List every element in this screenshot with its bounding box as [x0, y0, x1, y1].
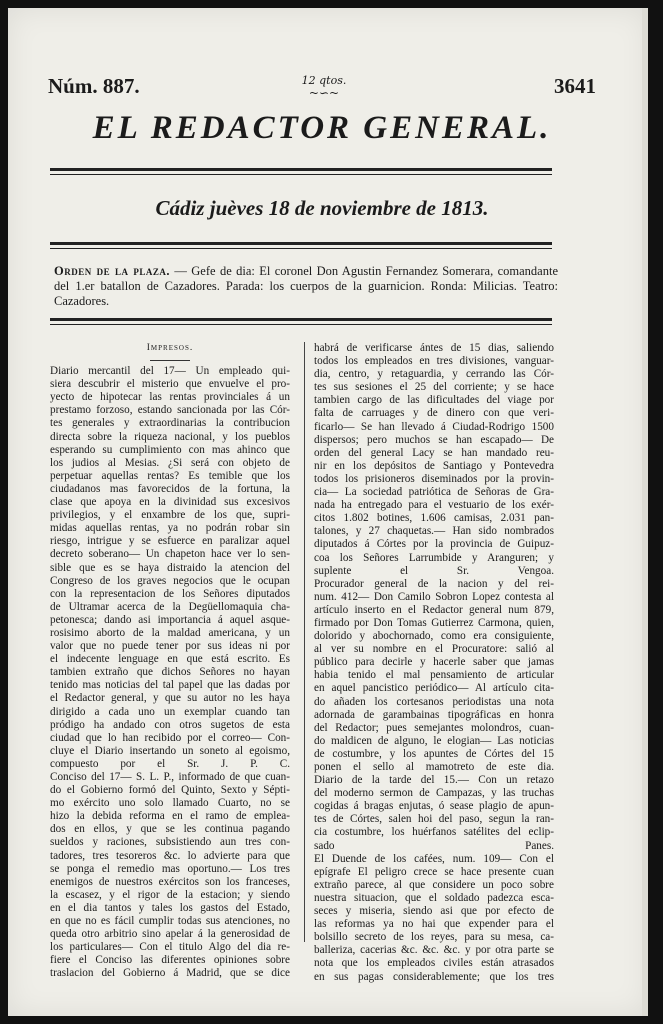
- text-line: cogidas á bragas enjutas, ó sease plagio de apun-: [314, 800, 554, 813]
- text-line: del Redactor; pues semejantes molondros, cuan-: [314, 721, 554, 734]
- text-line: diputados á Córtes por la provincia de Guipuz-: [314, 538, 554, 551]
- text-line: dispersos; pero muchos se han escapado— De: [314, 433, 554, 446]
- text-line: en el dia tantos y tales los gastos del Estado,: [50, 901, 290, 914]
- text-line: esperando su cumplimiento con mas ahinco que: [50, 443, 290, 456]
- text-line: adornada de garambainas tipográficas en honra: [314, 708, 554, 721]
- orden-label: Orden de la plaza.: [54, 264, 170, 278]
- left-column: [50, 342, 290, 981]
- text-line: fiere el Conciso las diferentes opiniones sobre: [50, 954, 290, 967]
- text-line: valor que no puede tener por sus ideas ni por: [50, 640, 290, 653]
- text-line: el indecente lenguage en que está escrito. Es: [50, 653, 290, 666]
- orden-de-la-plaza: [54, 264, 558, 309]
- text-line: epígrafe El peligro crece se hace presente cuan: [314, 865, 554, 878]
- text-line: orden del general Lacy se han mandado reu-: [314, 446, 554, 459]
- text-line: do añaden los cortesanos periodistas una nota: [314, 695, 554, 708]
- text-line: tambien cargo de las dificultades del viage por: [314, 394, 554, 407]
- text-line: yecto de hipotecar las rentas provinciales á un: [50, 391, 290, 404]
- flourish-ornament: ~∽~: [308, 86, 340, 100]
- text-line: enemigos de nuestros exércitos son los franceses,: [50, 875, 290, 888]
- text-line: balleriza, cacerias &c. &c. &c. y por otra parte se: [314, 944, 554, 957]
- text-line: falta de carruages y de dinero con que veri-: [314, 407, 554, 420]
- text-line: queda otro arbitrio sino apelar á la generosidad de: [50, 928, 290, 941]
- text-line: tes generales y extraordinarias la contribucion: [50, 417, 290, 430]
- text-line: ponen el sello al mamotreto de este dia.: [314, 761, 554, 773]
- text-line: citos 1.802 botines, 1.606 camisas, 2.031 pan-: [314, 512, 554, 525]
- text-line: bolsillo secreto de los reyes, para su mesa, ca-: [314, 931, 554, 944]
- text-line: siera descubrir el misterio que envuelve el pro-: [50, 378, 290, 391]
- text-line: las reformas ya no hai que expender para el: [314, 918, 554, 931]
- text-line: Diario de la tarde del 15.— Con un retazo: [314, 774, 554, 787]
- text-line: habrá de verificarse ántes de 15 dias, saliendo: [314, 342, 554, 354]
- right-column: [314, 342, 554, 984]
- text-line: coa los Señores Larrumbide y Aranguren; y: [314, 551, 554, 564]
- text-line: del moderno sermon de Campazas, y las truchas: [314, 787, 554, 800]
- text-line: los judios al Mesias. ¿Si será con objeto de: [50, 456, 290, 469]
- text-line: los particulares— Con el titulo Algo del dia re-: [50, 941, 290, 954]
- text-line: en aquel pancistico periódico— Al artículo cita-: [314, 682, 554, 695]
- date-rule: [50, 242, 552, 249]
- text-line: extraño parece, al que considere un poco sobre: [314, 878, 554, 891]
- text-line: habia tenido el mal pensamiento de articular: [314, 669, 554, 682]
- text-line: Procurador general de la nacion y del rei-: [314, 577, 554, 590]
- text-line: compuesto por el Sr. J. P. C.: [50, 757, 290, 770]
- orden-text: — Gefe de dia: El coronel Don Agustin Fernandez Somerara, comandante del 1.er batallon de Cazadores. Parada: los cuerpos de la guarnicion. Ronda: Milicias. Teatro: Cazadores.: [54, 264, 559, 308]
- text-line: se ponga el remedio mas oportuno.— Los tres: [50, 862, 290, 875]
- text-line: dolorido y abochornado, como era consiguiente,: [314, 630, 554, 643]
- text-line: nuestra situacion, que el soldado padezca esca-: [314, 891, 554, 904]
- text-line: rosisimo aborto de la maldad americana, y un: [50, 626, 290, 639]
- text-line: clase que apoya en la divinidad sus excesivos: [50, 496, 290, 509]
- column-divider: [304, 342, 305, 942]
- text-line: todos los empleados en tres divisiones, vanguar-: [314, 355, 554, 368]
- text-line: ciudad que lo han recibido por el correo— Con-: [50, 731, 290, 744]
- text-line: Congreso de los graves negocios que le ocupan: [50, 574, 290, 587]
- text-line: con la representacion de los Señores diputados: [50, 587, 290, 600]
- text-line: suplente el Sr. Vengoa.: [314, 564, 554, 577]
- text-line: tenido mas noticias del tal papel que las dadas por: [50, 679, 290, 692]
- text-line: ficarlo— Se han llevado á Ciudad-Rodrigo 1500: [314, 420, 554, 433]
- text-line: el Redactor general, y que su autor no les haya: [50, 692, 290, 705]
- title-rule: [50, 168, 552, 175]
- text-line: tambien extraño que dichos Señores no hayan: [50, 666, 290, 679]
- text-line: cia— La sociedad patriótica de Señoras de Gra-: [314, 486, 554, 499]
- text-line: en sus pagas considerablemente; que los tres: [314, 970, 554, 983]
- text-line: cia costumbre, los huérfanos satélites del eclip-: [314, 826, 554, 839]
- text-line: cluye el Diario insertando un soneto al egoismo,: [50, 744, 290, 757]
- page-number: 3641: [554, 74, 596, 98]
- text-line: firmado por Don Tomas Gutierrez Carmona, quien,: [314, 616, 554, 629]
- text-line: perpetuar aquellas rentas? Es temible que los: [50, 469, 290, 482]
- text-line: Conciso del 17— S. L. P., informado de que cuan-: [50, 771, 290, 783]
- page-edge: [642, 8, 648, 1016]
- text-line: num. 412— Don Camilo Sobron Lopez contesta al: [314, 590, 554, 603]
- issue-number: Núm. 887.: [48, 74, 140, 98]
- text-line: do el Gobierno formó del Quinto, Sexto y Sépti-: [50, 784, 290, 797]
- text-line: Diario mercantil del 17— Un empleado qui-: [50, 365, 290, 378]
- text-line: tadores, tres tesoreros &c. lo advierte para que: [50, 849, 290, 862]
- price: 12 qtos.: [301, 74, 347, 87]
- text-line: midas aquellas rentas, ya no podrán robar sin: [50, 522, 290, 535]
- text-line: de costumbre, y los apuntes de Córtes del 15: [314, 747, 554, 760]
- text-line: en que no es fácil cumplir todas sus atenciones, no: [50, 915, 290, 928]
- text-line: El Duende de los cafées, num. 109— Con el: [314, 852, 554, 865]
- masthead-row: [48, 74, 596, 104]
- text-line: público para decirle y hacerle saber que jamas: [314, 656, 554, 669]
- text-line: talones, y 27 chaquetas.— Han sido nombrados: [314, 525, 554, 538]
- text-line: pródigo ha andado con otros sugetos de esta: [50, 718, 290, 731]
- newspaper-title: EL REDACTOR GENERAL.: [92, 110, 552, 146]
- text-line: dos en ellos, y que se les continua pagando: [50, 823, 290, 836]
- text-line: decreto soberano— Un chapeton hace ver lo sen-: [50, 548, 290, 561]
- text-line: tes de Córtes, salen hoi del paso, segun la ran-: [314, 813, 554, 826]
- text-line: petonesca; dando asi importancia á aquel asque-: [50, 613, 290, 626]
- text-line: nota que los empleados civiles están atrasados: [314, 957, 554, 970]
- text-line: sado Panes.: [314, 839, 554, 852]
- text-line: riesgo, intrigue y se esfuerce en paralizar aquel: [50, 535, 290, 548]
- text-line: al ver su nombre en el Procuratore: salió al: [314, 643, 554, 656]
- text-line: tes sus sesiones el 25 del corriente; y se hace: [314, 381, 554, 394]
- text-line: todos los prisioneros diseminados por la provin-: [314, 472, 554, 485]
- text-line: hizo la debida reforma en el ramo de emplea-: [50, 810, 290, 823]
- text-line: mo exército uno solo llamado Cuarto, no se: [50, 797, 290, 810]
- section-heading: Impresos.: [146, 343, 194, 353]
- text-line: seces y miseria, siendo asi que por efecto de: [314, 905, 554, 918]
- orden-rule: [50, 318, 552, 325]
- text-line: de Ultramar acerca de la Degüellomaquia cha-: [50, 600, 290, 613]
- text-line: privilegios, y el enxambre de los que, supri-: [50, 509, 290, 522]
- text-line: artículo inserto en el Redactor general num 879,: [314, 603, 554, 616]
- text-line: sible que es se haya distraido la atencion del: [50, 561, 290, 574]
- section-heading-rule: [150, 360, 190, 361]
- text-line: prestamo forzoso, estando sancionada por las Cór-: [50, 404, 290, 417]
- text-line: do maldicen de alguno, le elogian— Las noticias: [314, 734, 554, 747]
- text-line: sueldos y raciones, subsistiendo aun tres con-: [50, 836, 290, 849]
- text-line: nada ha entregado para el vestuario de los exér-: [314, 499, 554, 512]
- issue-date: Cádiz juèves 18 de noviembre de 1813.: [155, 196, 489, 220]
- text-line: ciudadanos mas favorecidos de la fortuna, la: [50, 482, 290, 495]
- text-line: traslacion del Gobierno á Madrid, que se dice: [50, 967, 290, 980]
- text-line: directa sobre la riqueza nacional, y los pueblos: [50, 430, 290, 443]
- text-line: la escasez, y el rigor de la estacion; y siendo: [50, 888, 290, 901]
- text-line: nir en los depósitos de Santiago y Pontevedra: [314, 459, 554, 472]
- newspaper-page: [8, 8, 648, 1016]
- text-line: dia, centro, y retaguardia, y cerrando las Cór-: [314, 368, 554, 381]
- text-line: dirigido a cada uno un exemplar cuando tan: [50, 705, 290, 718]
